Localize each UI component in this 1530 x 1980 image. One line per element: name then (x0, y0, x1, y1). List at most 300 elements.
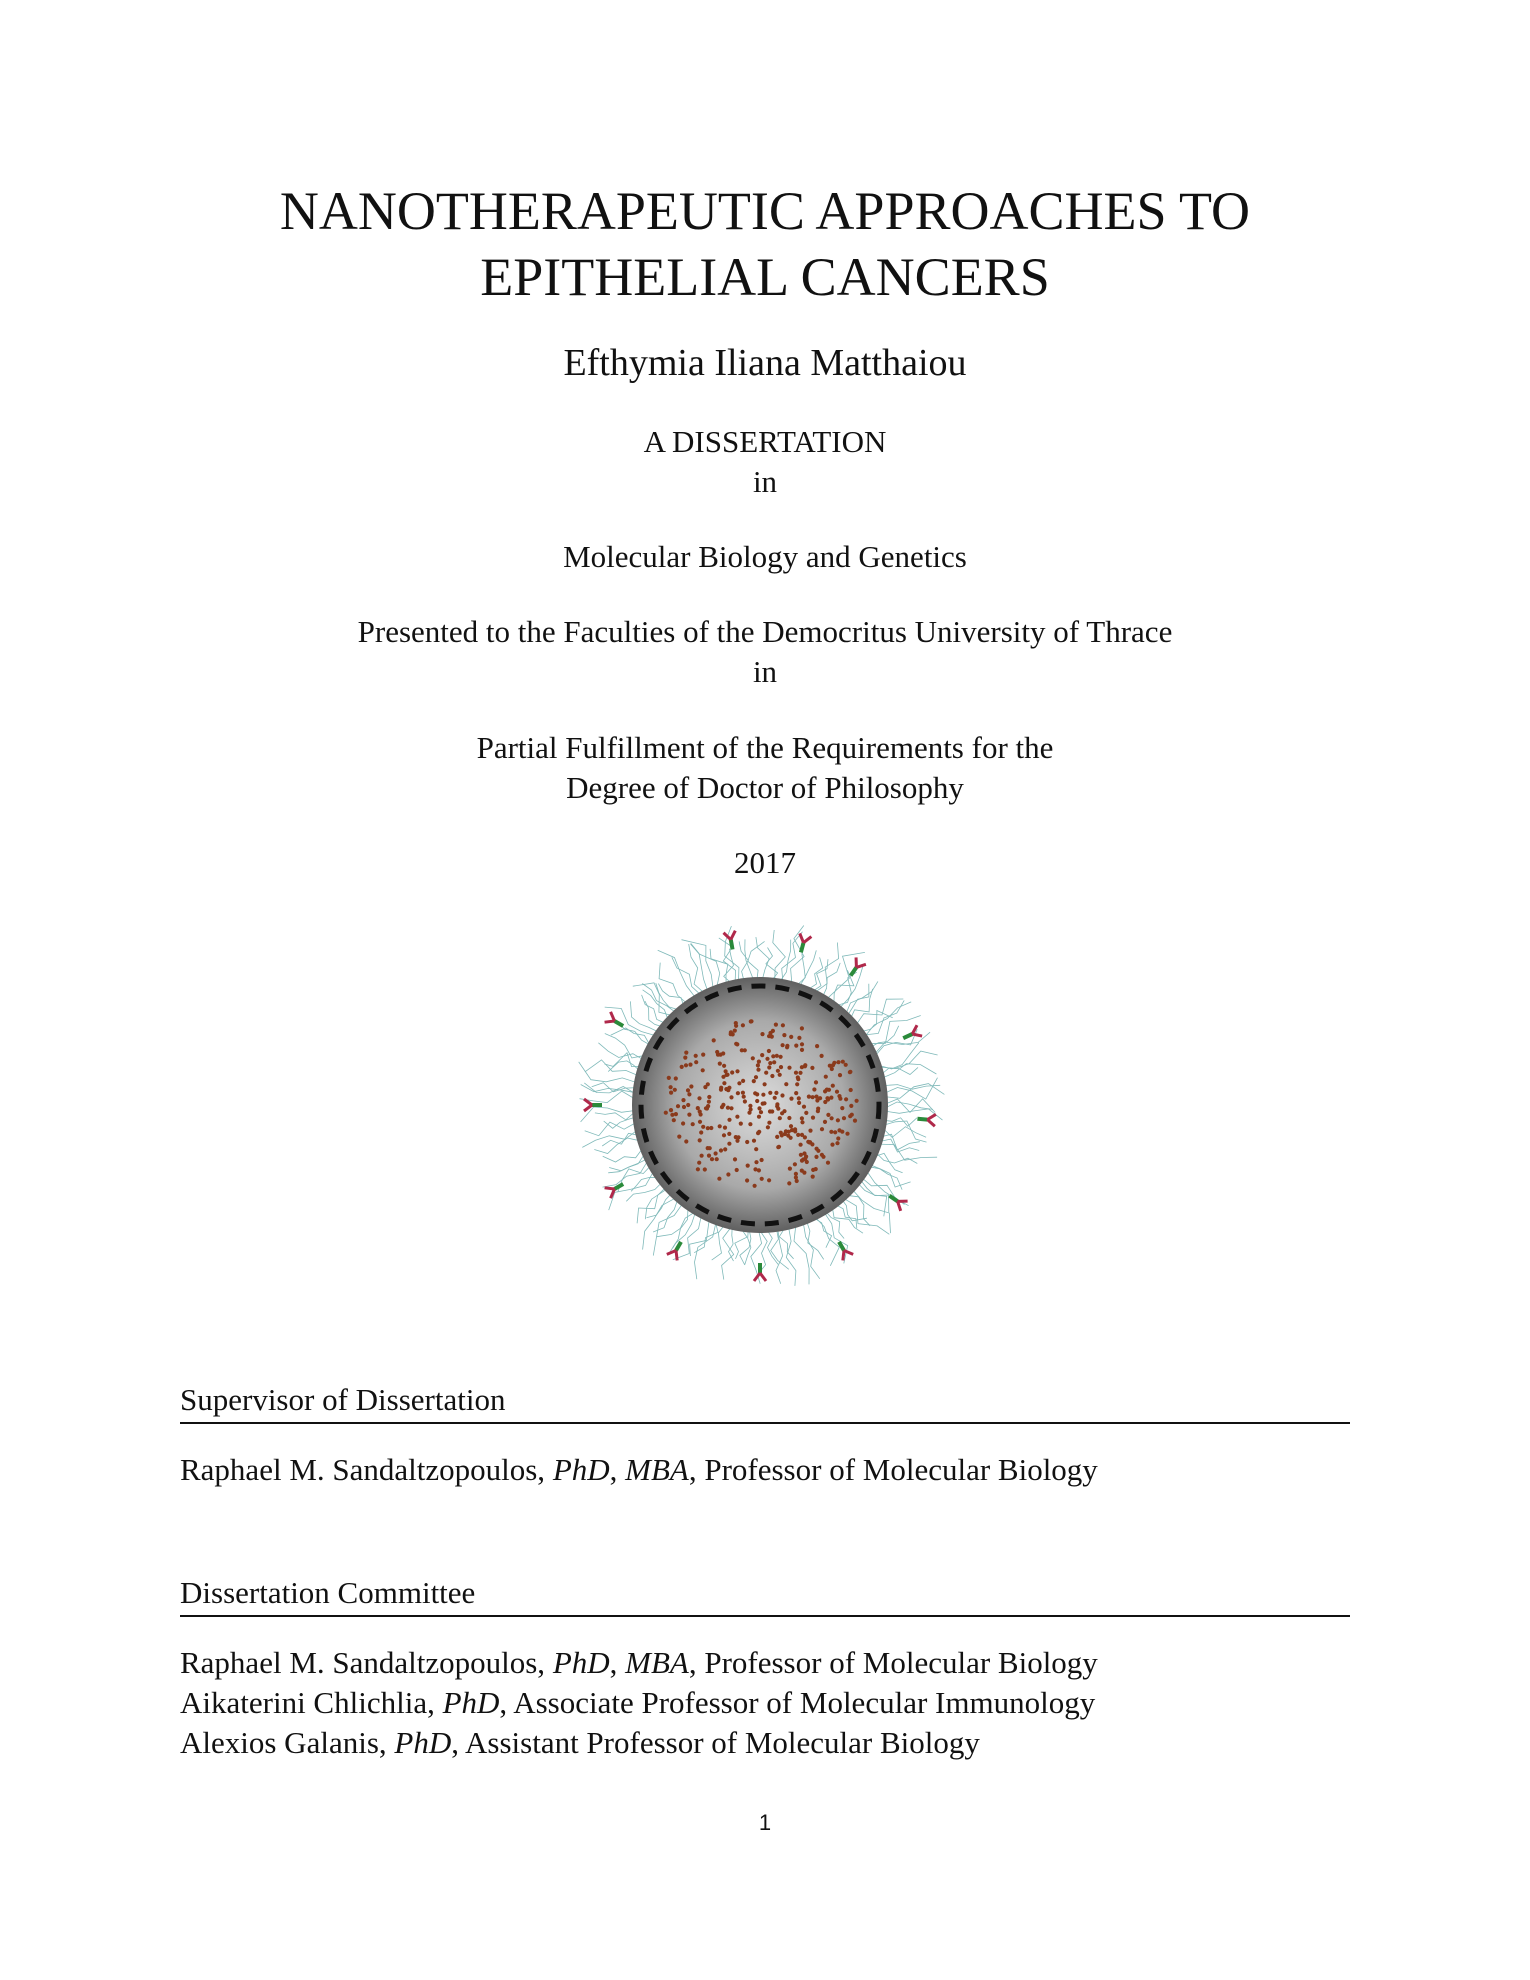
polymer-strand (839, 964, 863, 1008)
payload-dot (691, 1122, 695, 1126)
payload-dot (676, 1104, 680, 1108)
dissertation-text: A DISSERTATION (643, 424, 887, 459)
payload-dot (684, 1139, 688, 1143)
payload-dot (772, 1060, 776, 1064)
payload-dot (823, 1120, 827, 1124)
polymer-strand (712, 1225, 725, 1260)
payload-dot (775, 1054, 779, 1058)
member-title: , Professor of Molecular Biology (688, 1645, 1098, 1680)
payload-dot (826, 1113, 830, 1117)
polymer-strand (880, 1139, 920, 1152)
year: 2017 (734, 845, 796, 880)
payload-dot (736, 1091, 740, 1095)
payload-dot (789, 1097, 793, 1101)
payload-dot (707, 1100, 711, 1104)
payload-dot (701, 1068, 705, 1072)
member-degree: PhD (394, 1725, 452, 1760)
payload-dot (748, 1122, 752, 1126)
payload-dot (810, 1066, 814, 1070)
payload-dot (855, 1099, 859, 1103)
polymer-strand (879, 1051, 938, 1068)
payload-dot (848, 1070, 852, 1074)
polymer-strand (729, 1227, 734, 1261)
payload-dot (760, 1053, 764, 1057)
payload-dot (681, 1098, 685, 1102)
payload-dot (727, 1118, 731, 1122)
payload-dot (700, 1154, 704, 1158)
payload-dot (741, 1023, 745, 1027)
payload-dot (688, 1063, 692, 1067)
payload-dot (762, 1101, 766, 1105)
payload-dot (755, 1099, 759, 1103)
payload-dot (714, 1151, 718, 1155)
polymer-strand (609, 1159, 647, 1171)
payload-dot (814, 1095, 818, 1099)
payload-dot (719, 1148, 723, 1152)
payload-dot (853, 1119, 857, 1123)
payload-dot (793, 1129, 797, 1133)
payload-dot (794, 1091, 798, 1095)
payload-dot (786, 1134, 790, 1138)
payload-dot (722, 1133, 726, 1137)
payload-dot (767, 1121, 771, 1125)
payload-dot (684, 1063, 688, 1067)
payload-dot (727, 1142, 731, 1146)
payload-dot (826, 1161, 830, 1165)
payload-dot (816, 1149, 820, 1153)
supervisor-heading: Supervisor of Dissertation (180, 1380, 1350, 1424)
polymer-strand (779, 1227, 793, 1258)
payload-dot (787, 1181, 791, 1185)
nanoparticle-illustration (575, 920, 945, 1290)
payload-dot (787, 1066, 791, 1070)
payload-dot (749, 1019, 753, 1023)
antibody (795, 933, 811, 953)
payload-dot (723, 1126, 727, 1130)
payload-dot (686, 1103, 690, 1107)
payload-dot (761, 1093, 765, 1097)
polymer-strand (883, 1127, 926, 1138)
in-text-1: in (752, 464, 778, 499)
payload-dot (759, 1110, 763, 1114)
payload-dot (814, 1080, 818, 1084)
payload-dot (739, 1122, 743, 1126)
member-degree: PhD (552, 1645, 610, 1680)
payload-dot (669, 1091, 673, 1095)
payload-dot (827, 1088, 831, 1092)
payload-dot (797, 1036, 801, 1040)
payload-dot (755, 1092, 759, 1096)
payload-dot (779, 1065, 783, 1069)
antibody-arm (927, 1120, 935, 1127)
polymer-strand (827, 952, 865, 999)
antibody-stem (917, 1117, 927, 1122)
polymer-strand (885, 1099, 935, 1113)
payload-dot (670, 1113, 674, 1117)
supervisor-degree-1: PhD (552, 1452, 610, 1487)
payload-dot (815, 1044, 819, 1048)
payload-dot (815, 1098, 819, 1102)
payload-dot (800, 1065, 804, 1069)
polymer-strand (658, 984, 683, 1006)
antibody (605, 1179, 627, 1198)
payload-dot (698, 1138, 702, 1142)
payload-dot (794, 1071, 798, 1075)
antibody-arm (724, 932, 731, 941)
document-title (0, 178, 1530, 310)
payload-dot (735, 1168, 739, 1172)
payload-dot (735, 1069, 739, 1073)
payload-dot (746, 1164, 750, 1168)
payload-dot (800, 1120, 804, 1124)
polymer-strand (879, 1043, 919, 1069)
polymer-strand (682, 940, 714, 989)
payload-dot (767, 1065, 771, 1069)
payload-dot (773, 1096, 777, 1100)
payload-dot (836, 1118, 840, 1122)
payload-dot (788, 1167, 792, 1171)
payload-dot (699, 1112, 703, 1116)
polymer-strand (771, 1229, 789, 1269)
payload-dot (767, 1178, 771, 1182)
payload-dot (696, 1167, 700, 1171)
payload-dot (774, 1091, 778, 1095)
in-text-2: in (752, 654, 778, 689)
member-title: , Associate Professor of Molecular Immunology (499, 1685, 1096, 1720)
presented-text: Presented to the Faculties of the Democritus University of Thrace (357, 614, 1173, 649)
payload-dot (844, 1063, 848, 1067)
payload-dot (800, 1042, 804, 1046)
payload-dot (833, 1130, 837, 1134)
payload-dot (821, 1155, 825, 1159)
payload-dot (829, 1096, 833, 1100)
payload-dot (729, 1032, 733, 1036)
member-name: Alexios Galanis, (180, 1725, 395, 1760)
payload-dot (684, 1051, 688, 1055)
payload-dot (716, 1053, 720, 1057)
payload-dot (794, 1044, 798, 1048)
payload-dot (802, 1171, 806, 1175)
payload-dot (789, 1035, 793, 1039)
payload-dot (729, 1095, 733, 1099)
payload-dot (715, 1157, 719, 1161)
payload-dot (800, 1026, 804, 1030)
payload-dot (712, 1038, 716, 1042)
payload-dot (770, 1074, 774, 1078)
payload-dot (673, 1088, 677, 1092)
payload-dot (726, 1088, 730, 1092)
payload-dot (844, 1097, 848, 1101)
payload-dot (800, 1048, 804, 1052)
payload-dot (836, 1136, 840, 1140)
antibody-arm (804, 935, 812, 944)
payload-dot (780, 1133, 784, 1137)
payload-dot (799, 1153, 803, 1157)
payload-dot (694, 1054, 698, 1058)
payload-dot (703, 1085, 707, 1089)
payload-dot (753, 1167, 757, 1171)
supervisor-name: Raphael M. Sandaltzopoulos, (180, 1452, 553, 1487)
supervisor-section (180, 1380, 1350, 1490)
payload-dot (735, 1115, 739, 1119)
payload-dot (829, 1130, 833, 1134)
payload-dot (807, 1095, 811, 1099)
payload-dot (780, 1093, 784, 1097)
committee-heading: Dissertation Committee (180, 1573, 1350, 1617)
payload-dot (697, 1161, 701, 1165)
payload-dot (820, 1127, 824, 1131)
payload-dot (719, 1088, 723, 1092)
payload-dot (757, 1115, 761, 1119)
payload-dot (798, 1071, 802, 1075)
payload-dot (811, 1095, 815, 1099)
payload-dot (682, 1105, 686, 1109)
member-name: Aikaterini Chlichlia, (180, 1685, 443, 1720)
payload-dot (795, 1179, 799, 1183)
payload-dot (803, 1135, 807, 1139)
payload-dot (734, 1021, 738, 1025)
payload-dot (811, 1175, 815, 1179)
author-name: Efthymia Iliana Matthaiou (563, 342, 967, 384)
payload-dot (775, 1135, 779, 1139)
payload-dot (705, 1106, 709, 1110)
payload-dot (778, 1116, 782, 1120)
payload-dot (768, 1031, 772, 1035)
payload-dot (836, 1060, 840, 1064)
payload-dot (757, 1106, 761, 1110)
payload-dot (800, 1116, 804, 1120)
member-name: Raphael M. Sandaltzopoulos, (180, 1645, 553, 1680)
polymer-strand (815, 1217, 839, 1266)
payload-dot (721, 1075, 725, 1079)
polymer-strand (885, 1102, 933, 1109)
payload-dot (741, 1091, 745, 1095)
payload-dot (789, 1124, 793, 1128)
payload-dot (845, 1132, 849, 1136)
payload-dot (677, 1135, 681, 1139)
payload-dot (674, 1112, 678, 1116)
payload-dot (760, 1177, 764, 1181)
payload-dot (722, 1081, 726, 1085)
payload-dot (849, 1104, 853, 1108)
member-degree-2: MBA (625, 1645, 689, 1680)
payload-dot (741, 1079, 745, 1083)
payload-dot (757, 1130, 761, 1134)
payload-dot (782, 1109, 786, 1113)
payload-dot (687, 1092, 691, 1096)
payload-dot (669, 1108, 673, 1112)
antibody-stem (592, 1103, 602, 1107)
payload-dot (689, 1084, 693, 1088)
payload-dot (756, 1063, 760, 1067)
payload-dot (733, 1157, 737, 1161)
polymer-strand (794, 1225, 809, 1285)
polymer-strand (626, 1183, 662, 1202)
payload-dot (831, 1084, 835, 1088)
polymer-strand (869, 1167, 911, 1187)
payload-dot (686, 1088, 690, 1092)
polymer-strand (630, 1001, 658, 1032)
payload-dot (802, 1151, 806, 1155)
payload-dot (697, 1096, 701, 1100)
payload-dot (840, 1106, 844, 1110)
payload-dot (779, 1055, 783, 1059)
payload-dot (718, 1062, 722, 1066)
payload-dot (760, 1158, 764, 1162)
payload-dot (729, 1106, 733, 1110)
dissertation-label (0, 422, 1530, 502)
committee-member: Raphael M. Sandaltzopoulos, PhD, MBA, Professor of Molecular Biology (180, 1645, 1098, 1680)
antibody (605, 1012, 627, 1031)
payload-dot (841, 1060, 845, 1064)
payload-dot (787, 1116, 791, 1120)
polymer-strand (605, 1053, 642, 1067)
polymer-strand (658, 950, 696, 998)
antibody-stem (758, 1263, 762, 1273)
payload-dot (830, 1116, 834, 1120)
payload-dot (814, 1167, 818, 1171)
polymer-strand (603, 1148, 643, 1162)
antibody (886, 1191, 908, 1211)
polymer-strand (826, 1211, 845, 1238)
payload-dot (808, 1140, 812, 1144)
antibody (917, 1113, 936, 1127)
payload-dot (782, 1033, 786, 1037)
payload-dot (776, 1069, 780, 1073)
member-degree: PhD (442, 1685, 500, 1720)
payload-dot (726, 1106, 730, 1110)
payload-dot (781, 1023, 785, 1027)
payload-dot (794, 1172, 798, 1176)
payload-dot (747, 1111, 751, 1115)
payload-dot (674, 1076, 678, 1080)
payload-dot (754, 1147, 758, 1151)
payload-dot (811, 1116, 815, 1120)
payload-dot (774, 1023, 778, 1027)
payload-dot (814, 1155, 818, 1159)
payload-dot (799, 1143, 803, 1147)
payload-dot (754, 1160, 758, 1164)
payload-dot (778, 1073, 782, 1077)
payload-dot (754, 1075, 758, 1079)
payload-dot (785, 1045, 789, 1049)
payload-dot (794, 1175, 798, 1179)
payload-dot (830, 1143, 834, 1147)
payload-dot (804, 1111, 808, 1115)
payload-dot (797, 1096, 801, 1100)
payload-dot (816, 1109, 820, 1113)
supervisor-degree-2: MBA (625, 1452, 689, 1487)
polymer-strand (882, 1064, 936, 1078)
fulfillment (0, 728, 1530, 808)
payload-dot (707, 1154, 711, 1158)
polymer-strand (633, 983, 673, 1016)
payload-dot (765, 1057, 769, 1061)
payload-dot (710, 1157, 714, 1161)
payload-dot (743, 1048, 747, 1052)
fulfillment-line-1: Partial Fulfillment of the Requirements for the (476, 730, 1054, 765)
polymer-strand (807, 1221, 824, 1259)
payload-dot (709, 1126, 713, 1130)
page-number: 1 (758, 1810, 772, 1835)
polymer-strand (846, 981, 878, 1014)
antibody-stem (729, 939, 735, 950)
payload-dot (694, 1060, 698, 1064)
payload-dot (734, 1135, 738, 1139)
fulfillment-line-2: Degree of Doctor of Philosophy (566, 770, 964, 805)
payload-dot (797, 1101, 801, 1105)
payload-dot (745, 1178, 749, 1182)
presented-to (0, 612, 1530, 692)
payload-dot (701, 1053, 705, 1057)
member-title: , Assistant Professor of Molecular Biology (451, 1725, 980, 1760)
antibody-arm (856, 961, 866, 971)
payload-dot (835, 1141, 839, 1145)
payload-dot (748, 1104, 752, 1108)
payload-dot (767, 1049, 771, 1053)
payload-dot (764, 1071, 768, 1075)
title-line-2: EPITHELIAL CANCERS (480, 247, 1050, 307)
polymer-strand (608, 1154, 645, 1173)
payload-dot (745, 1140, 749, 1144)
payload-dot (763, 1082, 767, 1086)
payload-dot (784, 1082, 788, 1086)
payload-dot (768, 1091, 772, 1095)
payload-dot (757, 1060, 761, 1064)
payload-dot (703, 1167, 707, 1171)
polymer-strand (603, 1160, 649, 1187)
payload-dot (687, 1113, 691, 1117)
polymer-strand (739, 941, 748, 981)
antibody (754, 1263, 766, 1281)
payload-dot (837, 1094, 841, 1098)
polymer-strand (884, 1118, 917, 1127)
payload-dot (768, 1061, 772, 1065)
payload-dot (737, 1081, 741, 1085)
payload-dot (698, 1120, 702, 1124)
payload-dot (683, 1056, 687, 1060)
payload-dot (766, 1125, 770, 1129)
payload-dot (721, 1051, 725, 1055)
payload-dot (824, 1075, 828, 1079)
committee-section (180, 1573, 1350, 1763)
payload-dot (770, 1109, 774, 1113)
antibody (834, 1239, 853, 1261)
payload-dot (793, 1162, 797, 1166)
payload-dot (706, 1146, 710, 1150)
polymer-strand (673, 1212, 696, 1248)
polymer-strand (814, 1218, 832, 1248)
payload-dot (835, 1090, 839, 1094)
field-of-study: Molecular Biology and Genetics (563, 539, 967, 574)
antibody-arm (729, 931, 736, 940)
payload-dot (796, 1133, 800, 1137)
payload-dot (795, 1082, 799, 1086)
payload-dot (775, 1102, 779, 1106)
payload-dot (781, 1043, 785, 1047)
payload-dot (733, 1029, 737, 1033)
payload-dot (828, 1064, 832, 1068)
polymer-strand (631, 1178, 658, 1192)
payload-dot (734, 1042, 738, 1046)
payload-dot (664, 1111, 668, 1115)
payload-dot (753, 1184, 757, 1188)
payload-dot (725, 1073, 729, 1077)
polymer-strand (647, 1193, 672, 1218)
payload-dot (812, 1087, 816, 1091)
payload-dot (751, 1056, 755, 1060)
payload-dot (680, 1065, 684, 1069)
